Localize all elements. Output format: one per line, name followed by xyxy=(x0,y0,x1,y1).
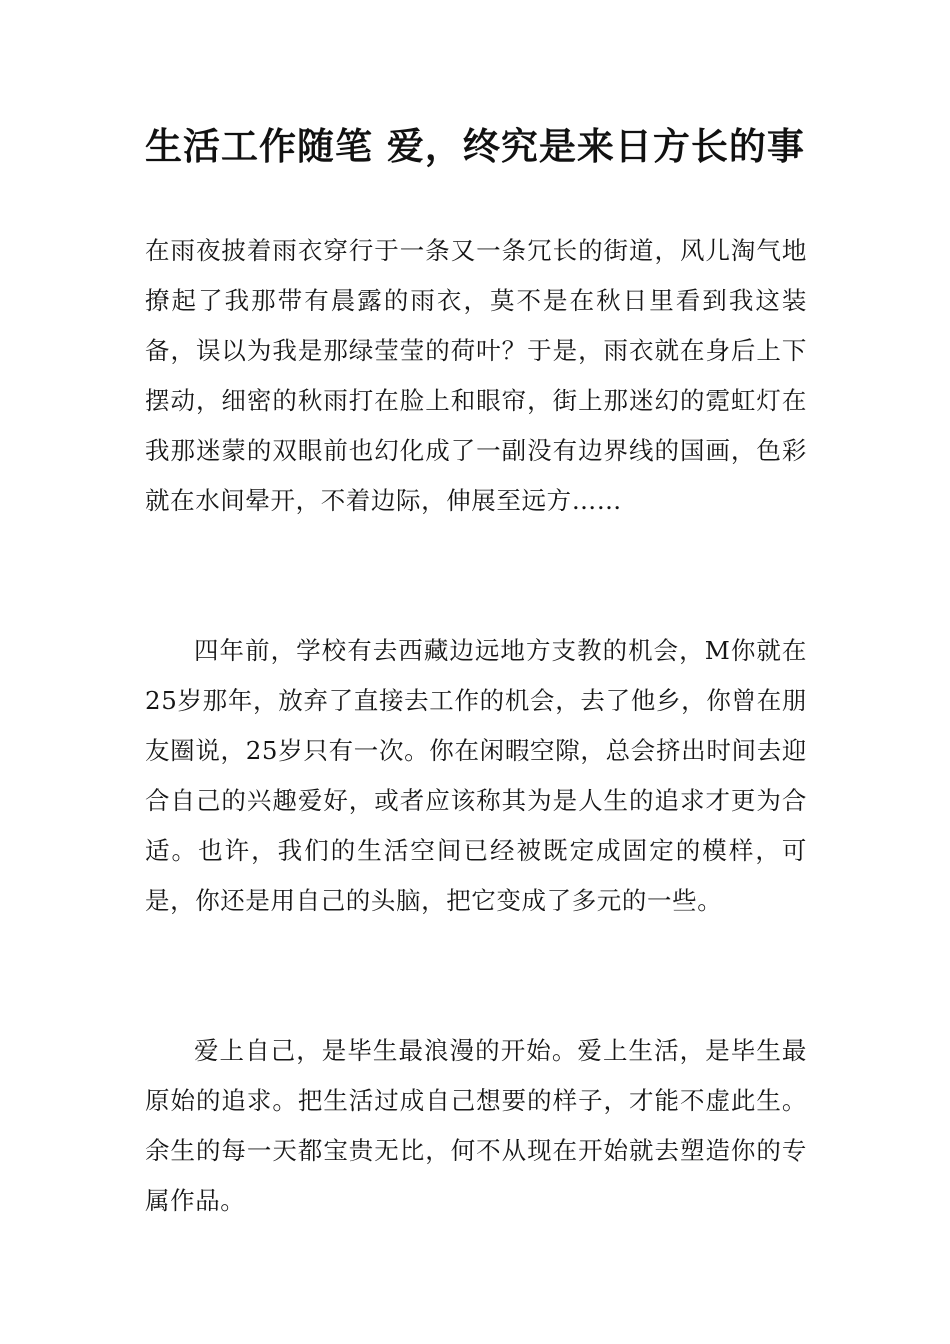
document-body xyxy=(145,226,807,1226)
paragraph-spacer xyxy=(145,526,807,626)
document-title: 生活工作随笔 爱，终究是来日方长的事 xyxy=(145,125,805,168)
paragraph-2: 四年前，学校有去西藏边远地方支教的机会，M你就在25岁那年，放弃了直接去工作的机会，去了他乡，你曾在朋友圈说，25岁只有一次。你在闲暇空隙，总会挤出时间去迎合自己的兴趣爱好，或者应该称其为是人生的追求才更为合适。也许，我们的生活空间已经被既定成固定的模样，可是，你还是用自己的头脑，把它变成了多元的一些。 xyxy=(145,636,807,915)
paragraph-spacer xyxy=(145,926,807,1026)
paragraph-3: 爱上自己，是毕生最浪漫的开始。爱上生活，是毕生最原始的追求。把生活过成自己想要的样子，才能不虚此生。余生的每一天都宝贵无比，何不从现在开始就去塑造你的专属作品。 xyxy=(145,1036,807,1215)
paragraph-1: 在雨夜披着雨衣穿行于一条又一条冗长的街道，风儿淘气地撩起了我那带有晨露的雨衣，莫不是在秋日里看到我这装备，误以为我是那绿莹莹的荷叶？于是，雨衣就在身后上下摆动，细密的秋雨打在脸上和眼帘，街上那迷幻的霓虹灯在我那迷蒙的双眼前也幻化成了一副没有边界线的国画，色彩就在水间晕开，不着边际，伸展至远方…… xyxy=(145,236,807,515)
